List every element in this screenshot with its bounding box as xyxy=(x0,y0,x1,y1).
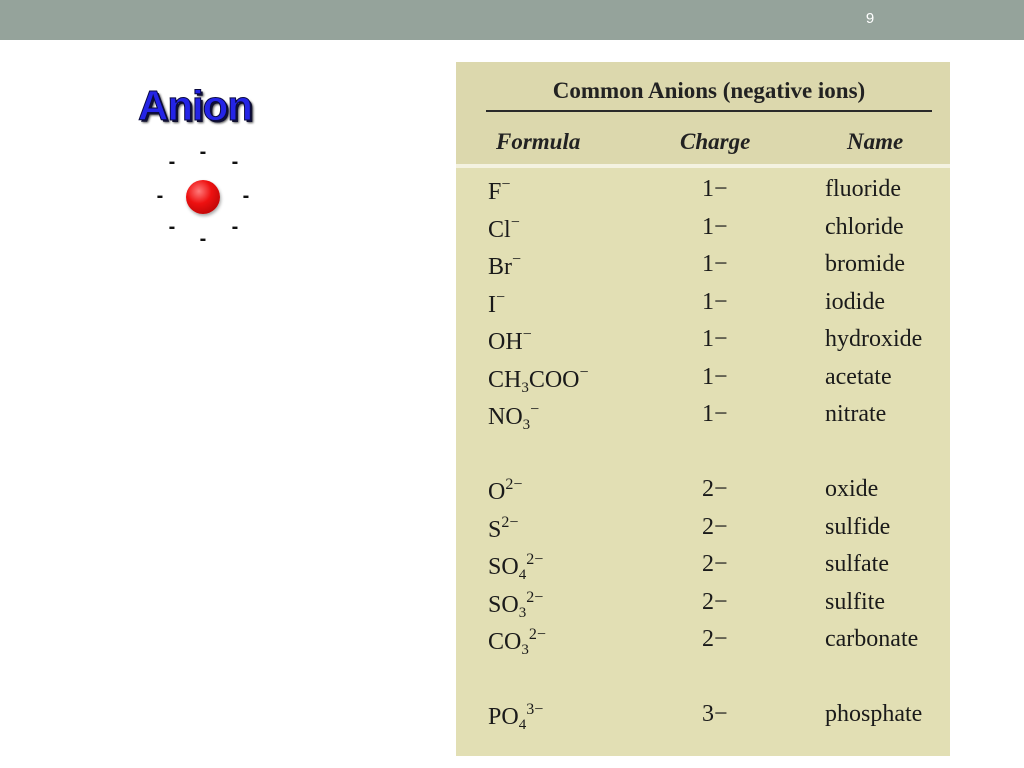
formula-subscript: 3 xyxy=(522,417,531,433)
column-header-formula: Formula xyxy=(496,129,581,154)
column-header-charge: Charge xyxy=(680,129,751,154)
header-divider xyxy=(456,164,950,168)
table-row xyxy=(456,251,950,283)
formula-cell xyxy=(488,289,505,319)
name-cell: sulfite xyxy=(825,589,885,615)
name-cell: nitrate xyxy=(825,401,887,427)
formula-base: OH xyxy=(488,329,523,355)
charge-cell: 1− xyxy=(702,289,728,315)
formula-charge-superscript: − xyxy=(510,214,520,231)
formula-cell xyxy=(488,514,518,544)
formula-base: F xyxy=(488,179,502,205)
formula-subscript: 4 xyxy=(518,717,527,733)
table-row xyxy=(456,289,950,321)
title-divider xyxy=(486,110,932,112)
name-cell: phosphate xyxy=(825,701,923,727)
electron-bottom: - xyxy=(199,228,207,250)
charge-cell: 2− xyxy=(702,589,728,615)
table-row xyxy=(456,401,950,433)
charge-cell: 1− xyxy=(702,364,728,390)
formula-charge-superscript: 2− xyxy=(505,476,523,493)
formula-charge-superscript: 2− xyxy=(526,589,544,606)
table-row xyxy=(456,626,950,658)
table-row xyxy=(456,326,950,358)
charge-cell: 3− xyxy=(702,701,728,727)
formula-charge-superscript: − xyxy=(579,364,589,381)
formula-charge-superscript: 3− xyxy=(526,701,544,718)
electron-top-right: - xyxy=(231,151,239,173)
formula-charge-superscript: − xyxy=(501,176,511,193)
formula-cell xyxy=(488,176,510,206)
formula-base: NO xyxy=(488,404,523,430)
formula-base: CH xyxy=(488,367,522,393)
charge-cell: 2− xyxy=(702,514,728,540)
atom-nucleus xyxy=(186,180,220,214)
table-row xyxy=(456,589,950,621)
formula-subscript: 3 xyxy=(521,380,529,396)
formula-charge-superscript: − xyxy=(496,289,506,306)
formula-cell xyxy=(488,364,589,397)
formula-base: SO xyxy=(488,554,519,580)
name-cell: oxide xyxy=(825,476,879,502)
table-row xyxy=(456,514,950,546)
anion-heading: Anion xyxy=(138,82,252,129)
formula-charge-superscript: − xyxy=(512,251,522,268)
title-bar xyxy=(0,0,1024,40)
formula-charge-superscript: − xyxy=(530,401,540,418)
electron-top: - xyxy=(199,141,207,163)
name-cell: sulfate xyxy=(825,551,889,577)
formula-cell xyxy=(488,551,543,584)
electron-bottom-left: - xyxy=(168,216,176,238)
table-row xyxy=(456,476,950,508)
charge-cell: 1− xyxy=(702,401,728,427)
table-row xyxy=(456,176,950,208)
formula-cell xyxy=(488,701,543,734)
formula-cell xyxy=(488,476,522,506)
name-cell: hydroxide xyxy=(825,326,923,352)
formula-base: I xyxy=(488,292,496,318)
table-row xyxy=(456,701,950,733)
slide-number: 9 xyxy=(865,10,875,27)
formula-base: S xyxy=(488,517,502,543)
name-cell: fluoride xyxy=(825,176,901,202)
formula-charge-superscript: 2− xyxy=(526,551,544,568)
electron-bottom-right: - xyxy=(231,216,239,238)
formula-cell xyxy=(488,251,521,281)
table-row xyxy=(456,214,950,246)
formula-base: SO xyxy=(488,592,519,618)
formula-cell xyxy=(488,589,543,622)
charge-cell: 1− xyxy=(702,326,728,352)
formula-cell xyxy=(488,214,520,244)
name-cell: carbonate xyxy=(825,626,919,652)
formula-subscript: 3 xyxy=(521,642,529,658)
formula-base: Cl xyxy=(488,217,511,243)
formula-charge-superscript: 2− xyxy=(501,514,519,531)
charge-cell: 1− xyxy=(702,251,728,277)
name-cell: bromide xyxy=(825,251,905,277)
formula-cell xyxy=(488,326,532,356)
column-header-name: Name xyxy=(847,129,904,154)
formula-base-continued: COO xyxy=(528,367,580,393)
formula-cell xyxy=(488,626,546,659)
anions-table xyxy=(456,62,950,756)
formula-charge-superscript: − xyxy=(522,326,532,343)
formula-base: PO xyxy=(488,704,519,730)
formula-subscript: 4 xyxy=(518,567,527,583)
table-row xyxy=(456,364,950,396)
name-cell: acetate xyxy=(825,364,892,390)
name-cell: sulfide xyxy=(825,514,891,540)
formula-cell xyxy=(488,401,539,434)
table-header xyxy=(456,62,950,164)
name-cell: chloride xyxy=(825,214,904,240)
table-title: Common Anions (negative ions) xyxy=(552,78,866,103)
charge-cell: 2− xyxy=(702,551,728,577)
formula-base: Br xyxy=(488,254,512,280)
name-cell: iodide xyxy=(825,289,885,315)
formula-charge-superscript: 2− xyxy=(528,626,546,643)
charge-cell: 1− xyxy=(702,176,728,202)
formula-base: CO xyxy=(488,629,522,655)
table-row xyxy=(456,551,950,583)
charge-cell: 2− xyxy=(702,476,728,502)
electron-right: - xyxy=(242,185,250,207)
formula-base: O xyxy=(488,479,506,505)
charge-cell: 2− xyxy=(702,626,728,652)
electron-left: - xyxy=(156,185,164,207)
charge-cell: 1− xyxy=(702,214,728,240)
electron-top-left: - xyxy=(168,151,176,173)
formula-subscript: 3 xyxy=(518,605,527,621)
